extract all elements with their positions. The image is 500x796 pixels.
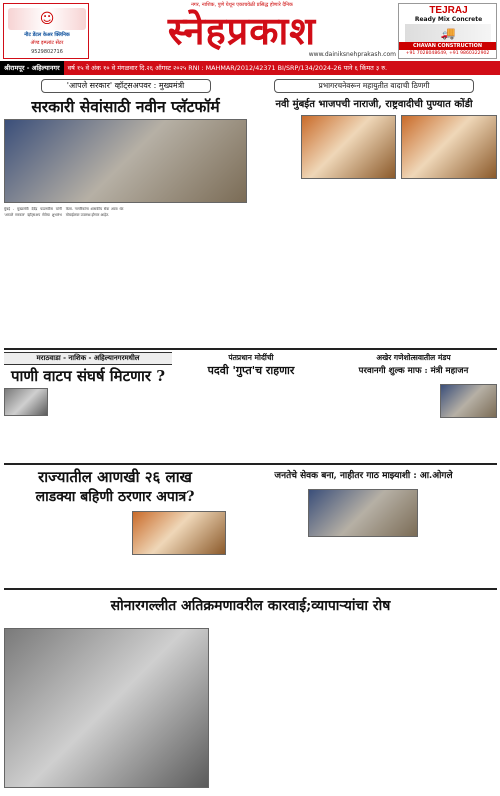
section-divider-3 [4,588,497,590]
section-divider-1 [4,348,497,350]
story-7-photo [308,489,418,537]
story-4-body [176,382,326,458]
story-3-kicker: मराठवाडा - नाशिक - अहिल्यानगरमधील [4,352,172,365]
story-1-kicker: 'आपले सरकार' व्हॉट्सअपवर : मुख्यमंत्री [41,79,211,93]
issue-bar [0,61,500,75]
newspaper-title: स्नेहप्रकाश [167,8,317,53]
story-3-photo [4,388,48,416]
story-1-headline: सरकारी सेवांसाठी नवीन प्लॅटफॉर्म [31,97,220,116]
story-6 [4,467,226,585]
story-2-photo-left [301,115,396,179]
story-8 [4,592,497,792]
story-7-body-right [422,489,497,583]
story-2-photo-right [401,115,497,179]
story-4-kicker: पंतप्रधान मोदींची [228,353,274,362]
story-6-headline-line2: लाडक्या बहिणी ठरणार अपात्र? [35,489,195,505]
story-5-body [330,384,436,458]
tejraj-phones: +91 7028048649, +91 9860322902 [405,51,490,56]
story-3-body [52,388,172,458]
story-4 [176,352,326,460]
website-link[interactable]: www.dainiksnehprakash.com [308,51,396,58]
section-divider-2 [4,463,497,465]
story-1-body [4,207,247,343]
dental-ad[interactable] [3,3,89,59]
story-2 [251,79,497,345]
dental-ad-subtitle: ॲण्ड इम्प्लांट सेंटर [30,40,64,46]
story-5 [330,352,497,460]
tejraj-company: CHAVAN CONSTRUCTION [399,42,496,50]
story-6-photo [132,511,226,555]
truck-icon: 🚚 [405,24,491,42]
story-2-headline: नवी मुंबईत भाजपची नाराजी, राष्ट्रवादीची पुण्यात कोंडी [275,99,473,110]
story-5-kicker: अखेर गणेशोत्सवातील मंडप [376,353,451,362]
story-5-headline: परवानगी शुल्क माफ : मंत्री महाजन [358,366,469,376]
story-1-photo [4,119,247,203]
masthead-tagline: नगर, नाशिक, पुणे येथून एकाचवेळी प्रसिद्ध होणारे दैनिक [191,2,293,8]
story-3-headline: पाणी वाटप संघर्ष मिटणार ? [10,367,166,385]
edition-location: श्रीरामपूर - अहिल्यानगर [0,61,64,75]
story-8-photo [4,628,209,788]
story-8-body [214,628,497,788]
story-8-headline: सोनारगल्लीत अतिक्रमणावरील कारवाई;व्यापाऱ्यांचा रोष [110,598,391,614]
story-6-headline-line1: राज्यातील आणखी २६ लाख [38,468,192,486]
story-3 [4,352,172,460]
issue-details: वर्ष १५ वे अंक १० वे मंगळवार दि.२६ ऑगस्ट २०२५ RNI : MAHMAR/2012/42371 BI/SRP/134/2024-26 पाने ६ किंमत ३ रु. [67,64,388,72]
tooth-icon: ☺ [8,8,86,30]
story-7-body [230,489,304,583]
story-5-photo [440,384,497,418]
story-4-headline: पदवी 'गुप्त'च राहणार [207,364,295,377]
story-6-body [4,511,128,583]
story-7-headline: जनतेचे सेवक बना, नाहीतर गाठ माझ्याशी : आ.ओगले [274,471,453,481]
tejraj-ad[interactable] [398,3,497,59]
story-1-dateline: मुंबई - मुख्यमंत्री देवेंद्र फडणवीस यांनी 'आपले सरकार' व्हॉट्सअप सेवेचा शुभारंभ केला. नागरिकांना शासकीय सेवा आता थेट मोबाईलवर उपलब्ध होणार आहेत. [4,207,124,217]
story-2-kicker: प्रभागरचनेवरून महायुतीत वादाची ठिणगी [274,79,474,93]
story-2-body [251,115,297,343]
dental-ad-phone: 9529802716 [31,49,63,55]
dental-ad-title: नीट डेंटल केअर क्लिनिक [24,32,70,38]
story-7 [230,467,497,585]
masthead [92,2,392,58]
tejraj-product: Ready Mix Concrete [414,16,483,23]
story-1 [4,79,247,345]
tejraj-brand: TEJRAJ [429,5,468,16]
